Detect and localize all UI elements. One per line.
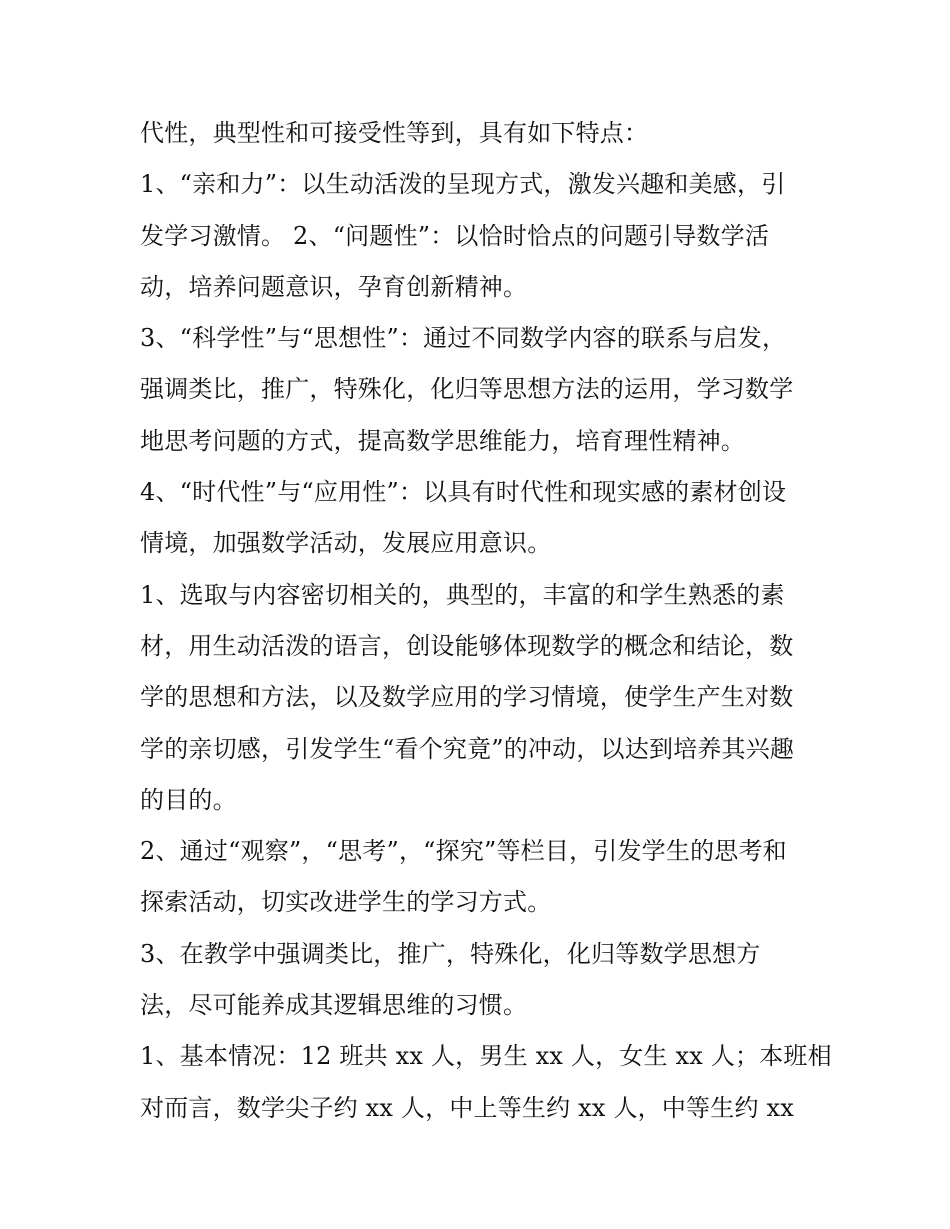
- text-line-10: 1、选取与内容密切相关的，典型的，丰富的和学生熟悉的素: [140, 580, 785, 609]
- text-line-3: 发学习激情。 2、“问题性”：以恰时恰点的问题引导数学活: [140, 221, 770, 250]
- text-line-5: 3、“科学性”与“思想性”：通过不同数学内容的联系与启发，: [140, 324, 787, 353]
- text-line-13: 学的亲切感，引发学生“看个究竟”的冲动，以达到培养其兴趣: [140, 734, 795, 763]
- text-line-18: 法，尽可能养成其逻辑思维的习惯。: [140, 991, 528, 1020]
- text-line-2: 1、“亲和力”：以生动活泼的呈现方式，激发兴趣和美感，引: [140, 170, 786, 199]
- text-line-15: 2、通过“观察”，“思考”，“探究”等栏目，引发学生的思考和: [140, 837, 787, 866]
- text-line-11: 材，用生动活泼的语言，创设能够体现数学的概念和结论，数: [140, 631, 794, 660]
- text-line-17: 3、在教学中强调类比，推广，特殊化，化归等数学思想方: [140, 939, 761, 968]
- text-line-4: 动，培养问题意识，孕育创新精神。: [140, 272, 528, 301]
- document-body: [140, 108, 830, 1134]
- text-line-19: 1、基本情况：12 班共 xx 人，男生 xx 人，女生 xx 人；本班相: [140, 1042, 832, 1071]
- text-line-1: 代性，典型性和可接受性等到，具有如下特点：: [140, 119, 649, 147]
- text-line-8: 4、“时代性”与“应用性”：以具有时代性和现实感的素材创设: [140, 478, 787, 507]
- text-line-6: 强调类比，推广，特殊化，化归等思想方法的运用，学习数学: [140, 375, 794, 404]
- text-line-12: 学的思想和方法，以及数学应用的学习情境，使学生产生对数: [140, 683, 794, 712]
- text-line-7: 地思考问题的方式，提高数学思维能力，培育理性精神。: [140, 426, 745, 455]
- text-line-20: 对而言，数学尖子约 xx 人，中上等生约 xx 人，中等生约 xx: [140, 1093, 794, 1122]
- text-line-9: 情境，加强数学活动，发展应用意识。: [140, 529, 552, 558]
- text-line-16: 探索活动，切实改进学生的学习方式。: [140, 888, 552, 917]
- text-line-14: 的目的。: [140, 785, 237, 814]
